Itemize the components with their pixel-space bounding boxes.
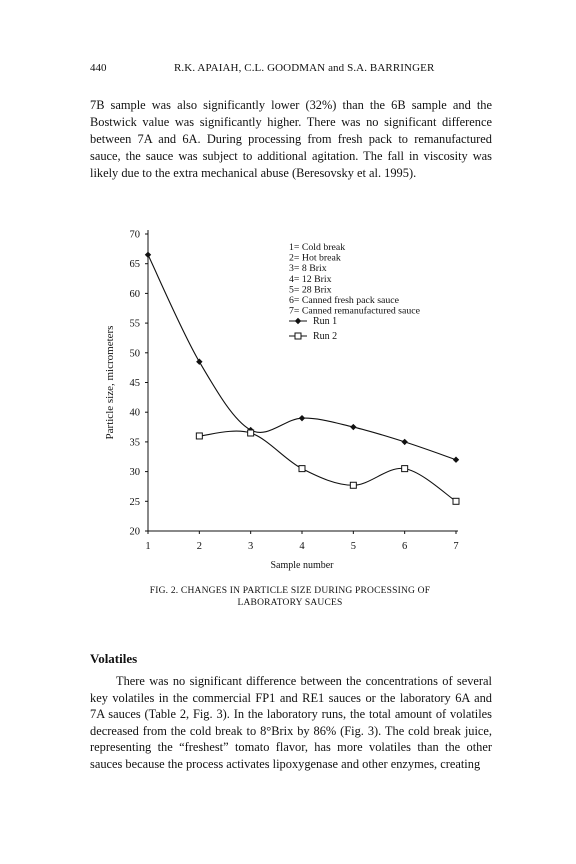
body-paragraph-2: There was no significant difference between the concentrations of several key volatiles in the commercial FP1 and RE1 sauces or the laboratory 6A and 7A sauces (Table 2, Fig. 3). In the laboratory runs, the total amount of volatiles decreased from the cold break to 8°Brix by 86% (Fig. 3). The cold break juice, representing the “freshest” tomato flavor, has more volatiles than the other sauces because the process activates lipoxygenase and other enzymes, creating xyxy=(90,674,492,771)
data-point-run-2 xyxy=(196,433,202,439)
y-tick-label: 65 xyxy=(129,259,140,271)
data-point-run-1 xyxy=(299,415,305,421)
x-tick-label: 2 xyxy=(196,541,202,552)
running-head: R.K. APAIAH, C.L. GOODMAN and S.A. BARRINGER xyxy=(174,62,435,74)
legend-label-2: Run 2 xyxy=(313,331,338,342)
y-tick-label: 40 xyxy=(129,407,140,419)
figure-caption-line-1: FIG. 2. CHANGES IN PARTICLE SIZE DURING PROCESSING OF xyxy=(149,586,431,596)
y-tick-label: 35 xyxy=(129,437,140,449)
section-heading: Volatiles xyxy=(90,651,138,666)
body-paragraph-1: 7B sample was also significantly lower (32%) than the 6B sample and the Bostwick value was significantly higher. There was no significant difference between 7A and 6A. During processing from fresh pack to remanufactured sauce, the sauce was subject to additional agitation. The fall in viscosity was likely due to the extra mechanical abuse (Beresovsky et al. 1995). xyxy=(90,98,492,180)
y-tick-label: 30 xyxy=(129,467,140,479)
x-tick-label: 4 xyxy=(299,541,305,552)
sample-key-text: 5= 28 Brix xyxy=(289,284,332,296)
data-point-run-1 xyxy=(453,457,459,463)
x-tick-label: 1 xyxy=(145,541,151,552)
data-point-run-2 xyxy=(248,430,254,436)
legend-marker-2 xyxy=(295,333,301,339)
x-tick-label: 7 xyxy=(453,541,459,552)
data-point-run-1 xyxy=(196,359,202,365)
data-point-run-1 xyxy=(350,424,356,430)
sample-key-text: 4= 12 Brix xyxy=(289,273,332,285)
y-tick-label: 70 xyxy=(129,229,140,241)
legend-label-1: Run 1 xyxy=(313,316,338,327)
y-tick-label: 55 xyxy=(129,318,140,330)
data-point-run-2 xyxy=(299,466,305,472)
y-tick-label: 25 xyxy=(129,496,140,508)
y-axis-label: Particle size, micrometers xyxy=(104,325,116,440)
x-tick-label: 3 xyxy=(248,541,254,552)
y-tick-label: 60 xyxy=(129,288,140,300)
sample-key-text: 6= Canned fresh pack sauce xyxy=(289,295,399,306)
x-tick-label: 5 xyxy=(350,541,356,552)
data-point-run-1 xyxy=(401,439,407,445)
sample-key-text: 7= Canned remanufactured sauce xyxy=(289,305,420,317)
legend-marker-1 xyxy=(295,318,301,324)
data-point-run-2 xyxy=(350,482,356,488)
page-number: 440 xyxy=(90,62,107,74)
sample-key-text: 2= Hot break xyxy=(289,252,341,264)
sample-key-text: 1= Cold break xyxy=(289,242,346,253)
data-point-run-1 xyxy=(145,252,151,258)
data-point-run-2 xyxy=(453,498,459,504)
sample-key-text: 3= 8 Brix xyxy=(289,263,327,275)
y-tick-label: 50 xyxy=(129,348,140,360)
y-tick-label: 45 xyxy=(129,378,140,389)
series-line-2 xyxy=(199,431,456,501)
x-axis-label: Sample number xyxy=(270,560,334,571)
x-tick-label: 6 xyxy=(402,541,408,552)
figure-caption-line-2: LABORATORY SAUCES xyxy=(237,598,343,608)
y-tick-label: 20 xyxy=(129,526,140,538)
figure-caption xyxy=(110,585,470,609)
data-point-run-2 xyxy=(402,466,408,472)
